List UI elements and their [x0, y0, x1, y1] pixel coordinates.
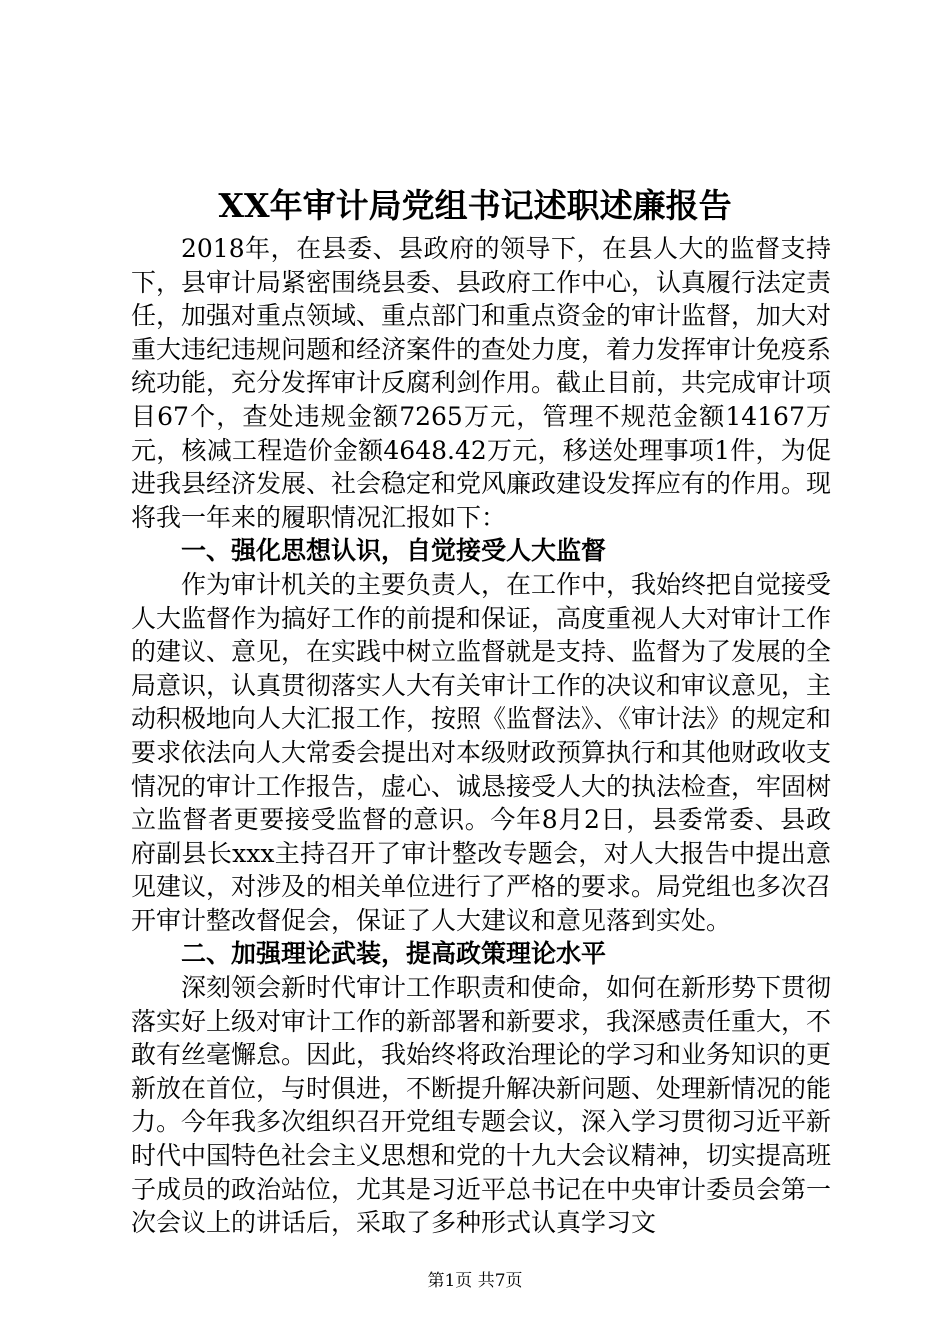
section-heading-2: 二、加强理论武装，提高政策理论水平: [181, 939, 607, 969]
section-heading-1: 一、强化思想认识，自觉接受人大监督: [181, 536, 607, 566]
section-1-paragraph: 作为审计机关的主要负责人，在工作中，我始终把自觉接受人大监督作为搞好工作的前提和保证，高度重视人大对审计工作的建议、意见，在实践中树立监督就是支持、监督为了发展的全局意识，认真贯彻落实人大有关审计工作的决议和审议意见，主动积极地向人大汇报工作，按照《监督法》、《审计法》的规定和要求依法向人大常委会提出对本级财政预算执行和其他财政收支情况的审计工作报告，虚心、诚恳接受人大的执法检查，牢固树立监督者更要接受监督的意识。今年8月2日，县委常委、县政府副县长xxx主持召开了审计整改专题会，对人大报告中提出意见建议，对涉及的相关单位进行了严格的要求。局党组也多次召开审计整改督促会，保证了人大建议和意见落到实处。: [131, 569, 832, 935]
document-body: [131, 232, 831, 1240]
intro-paragraph: 2018年，在县委、县政府的领导下，在县人大的监督支持下，县审计局紧密围绕县委、县政府工作中心，认真履行法定责任，加强对重点领域、重点部门和重点资金的审计监督，加大对重大违纪违规问题和经济案件的查处力度，着力发挥审计免疫系统功能，充分发挥审计反腐利剑作用。截止目前，共完成审计项目67个，查处违规金额7265万元，管理不规范金额14167万元，核减工程造价金额4648.42万元，移送处理事项1件，为促进我县经济发展、社会稳定和党风廉政建设发挥应有的作用。现将我一年来的履职情况汇报如下：: [131, 234, 832, 532]
section-2-paragraph: 深刻领会新时代审计工作职责和使命，如何在新形势下贯彻落实好上级对审计工作的新部署和新要求，我深感责任重大，不敢有丝毫懈怠。因此，我始终将政治理论的学习和业务知识的更新放在首位，与时俱进，不断提升解决新问题、处理新情况的能力。今年我多次组织召开党组专题会议，深入学习贯彻习近平新时代中国特色社会主义思想和党的十九大会议精神，切实提高班子成员的政治站位，尤其是习近平总书记在中央审计委员会第一次会议上的讲话后，采取了多种形式认真学习文: [131, 973, 832, 1238]
page-number-footer: 第1页 共7页: [427, 1271, 523, 1291]
document-title: XX年审计局党组书记述职述廉报告: [218, 186, 732, 225]
